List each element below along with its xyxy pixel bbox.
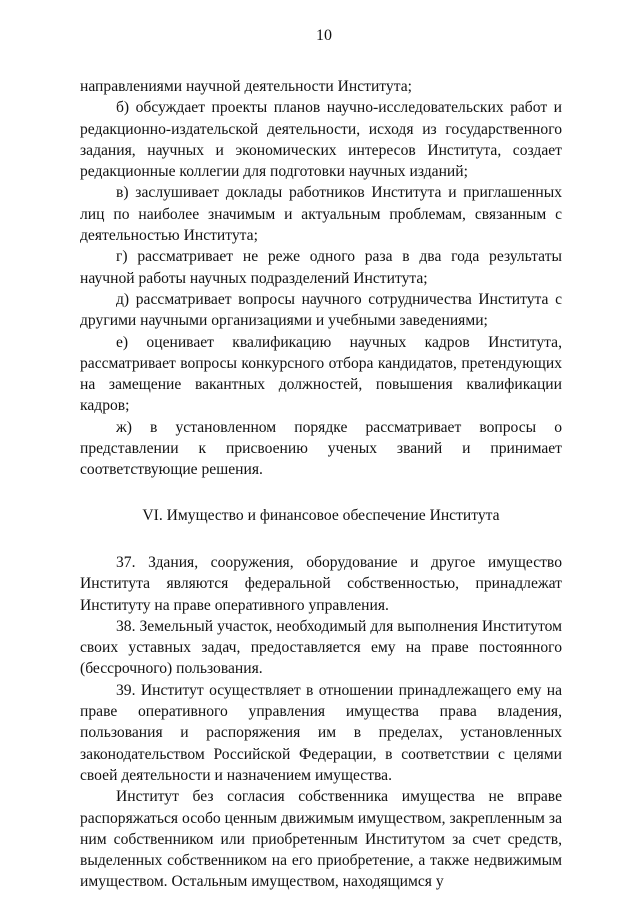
paragraph: Институт без согласия собственника имущества не вправе распоряжаться особо ценным движимым имуществом, закрепленным за ним собственником или приобретенным Институтом за счет средств, выделенных собственником на его приобретение, а также недвижимым имуществом. Остальным имуществом, находящимся у: [80, 788, 562, 891]
paragraph: в) заслушивает доклады работников Института и приглашенных лиц по наиболее значимым и актуальным проблемам, связанным с деятельностью Института;: [80, 184, 562, 245]
paragraphs-after: [80, 552, 562, 893]
paragraph: 38. Земельный участок, необходимый для выполнения Институтом своих уставных задач, предоставляется ему на праве постоянного (бессрочного) пользования.: [80, 617, 562, 678]
document-page: [80, 26, 562, 893]
paragraph: е) оценивает квалификацию научных кадров Института, рассматривает вопросы конкурсного отбора кандидатов, претендующих на замещение вакантных должностей, повышения квалификации кадров;: [80, 333, 562, 415]
paragraph: б) обсуждает проекты планов научно-исследовательских работ и редакционно-издательской деятельности, исходя из государственного задания, научных и экономических интересов Института, создает редакционные коллегии для подготовки научных изданий;: [80, 99, 562, 181]
paragraph: 39. Институт осуществляет в отношении принадлежащего ему на праве оперативного управления имущества права владения, пользования и распоряжения им в пределах, установленных законодательством Российской Федерации, в соответствии с целями своей деятельности и назначением имущества.: [80, 681, 562, 784]
page-number: 10: [316, 27, 332, 44]
paragraph: г) рассматривает не реже одного раза в два года результаты научной работы научных подразделений Института;: [80, 248, 562, 287]
section-heading: VI. Имущество и финансовое обеспечение Института: [142, 506, 500, 524]
paragraph: д) рассматривает вопросы научного сотрудничества Института с другими научными организациями и учебными заведениями;: [80, 290, 562, 330]
paragraphs-before: [80, 76, 562, 481]
paragraph: ж) в установленном порядке рассматривает вопросы о представлении к присвоению ученых званий и принимает соответствующие решения.: [80, 418, 562, 479]
paragraph: 37. Здания, сооружения, оборудование и другое имущество Института являются федеральной собственностью, принадлежат Институту на праве оперативного управления.: [80, 553, 562, 614]
paragraph: направлениями научной деятельности Института;: [80, 78, 412, 95]
